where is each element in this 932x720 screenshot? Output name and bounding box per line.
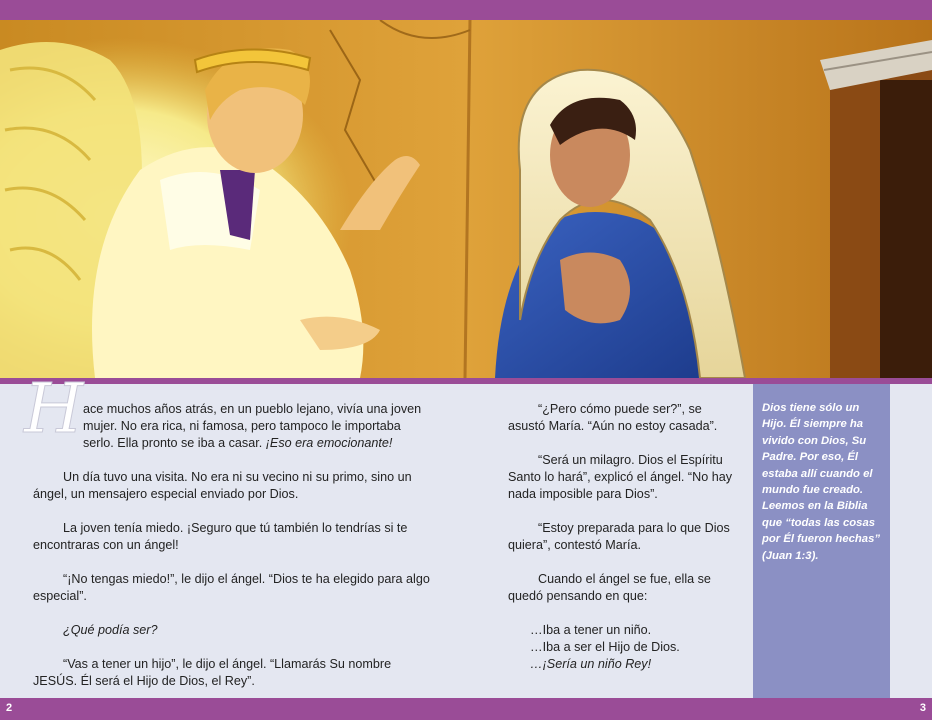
page-number-left: 2 [6,702,13,714]
svg-text:H: H [24,374,84,444]
thought-list [508,622,738,673]
paragraph-1: ace muchos años atrás, en un pueblo lejano, vivía una joven mujer. No era rica, ni famosa, pero tampoco le importaba serlo. Ella pronto se iba a casar. ¡Eso era emocionante! [83,402,422,450]
paragraph-7: “¿Pero cómo puede ser?”, se asustó María. “Aún no estoy casada”. [508,402,718,433]
paragraph-5: ¿Qué podía ser? [63,623,158,637]
right-text-column [508,401,738,673]
sidebar-box [753,384,890,698]
bottom-band [0,698,932,720]
thought-item-1: …Iba a tener un niño. [530,623,652,637]
paragraph-6: “Vas a tener un hijo”, le dijo el ángel. “Llamarás Su nombre JESÚS. Él será el Hijo de Dios, el Rey”. [33,657,392,688]
paragraph-10: Cuando el ángel se fue, ella se quedó pensando en que: [508,572,711,603]
annunciation-illustration [0,20,932,378]
thought-item-2: …Iba a ser el Hijo de Dios. [530,640,680,654]
paragraph-3: La joven tenía miedo. ¡Seguro que tú también lo tendrías si te encontraras con un ángel! [33,521,408,552]
top-band [0,0,932,20]
paragraph-4: “¡No tengas miedo!”, le dijo el ángel. “Dios te ha elegido para algo especial”. [33,572,430,603]
sidebar-text: Dios tiene sólo un Hijo. Él siempre ha vivido con Dios, Su Padre. Por eso, Él estaba allí cuando el mundo fue creado. Leemos en la Biblia que “todas las cosas por Él fueron hechas” (Juan 1:3). [762,402,881,562]
paragraph-2: Un día tuvo una visita. No era ni su vecino ni su primo, sino un ángel, un mensajero especial enviado por Dios. [33,470,412,501]
paragraph-8: “Será un milagro. Dios el Espíritu Santo lo hará”, explicó el ángel. “No hay nada imposible para Dios”. [508,453,733,501]
thought-item-3: …¡Sería un niño Rey! [530,657,652,671]
page-number-right: 3 [919,702,926,714]
left-text-column [33,401,433,707]
paragraph-9: “Estoy preparada para lo que Dios quiera”, contestó María. [508,521,730,552]
